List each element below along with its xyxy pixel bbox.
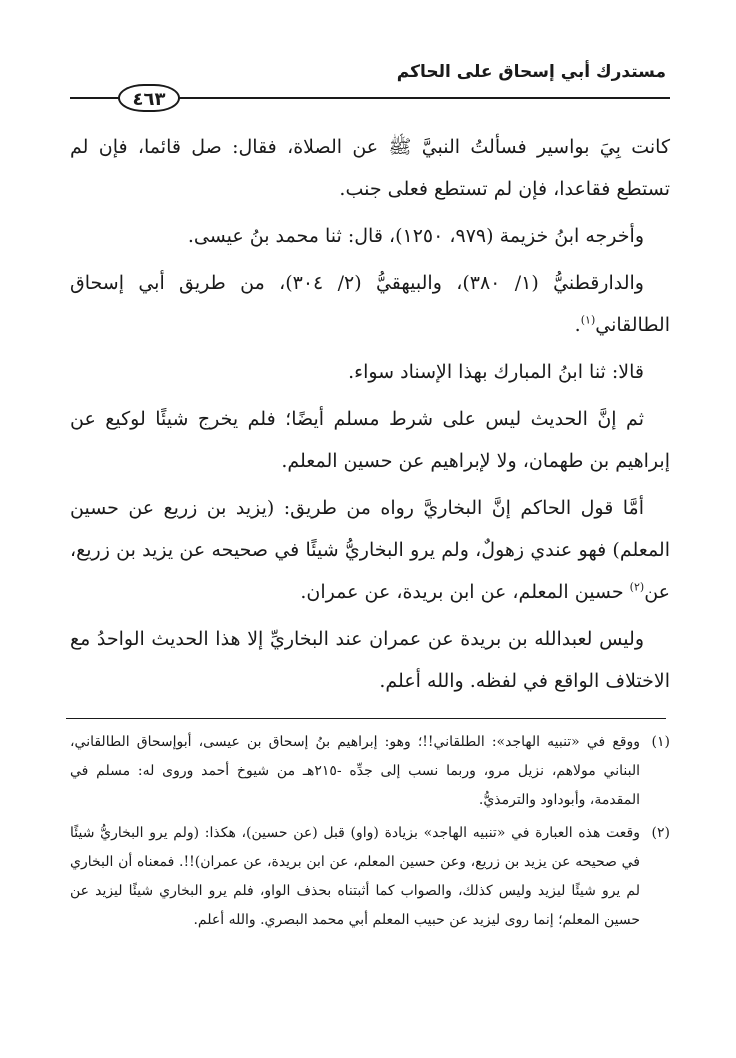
paragraph-3-text: والدارقطنيُّ (١/ ٣٨٠)، والبيهقيُّ (٢/ ٣٠٤)، من طريق أبي إسحاق الطالقاني (70, 272, 670, 336)
footnote-2-mark: (٢) (651, 825, 670, 841)
paragraph-3-end: . (574, 314, 581, 336)
paragraph-5: ثم إنَّ الحديث ليس على شرط مسلم أيضًا؛ فلم يخرج شيئًا لوكيع عن إبراهيم بن طهمان، ولا لإبراهيم عن حسين المعلم. (70, 408, 670, 472)
footnote-rule (66, 718, 666, 719)
footnotes (70, 728, 670, 939)
paragraph-3 (70, 262, 670, 346)
paragraph-7: وليس لعبدالله بن بريدة عن عمران عند البخاريِّ إلا هذا الحديث الواحدُ مع الاختلاف الواقع في لفظه. والله أعلم. (70, 628, 670, 692)
paragraph-4: قالا: ثنا ابنُ المبارك بهذا الإسناد سواء. (348, 361, 644, 383)
footnote-1-text: ووقع في «تنبيه الهاجد»: الطلقاني!!؛ وهو: إبراهيم بنُ إسحاق بن عيسى، أبوإسحاق الطالقاني، البناني مولاهم، نزيل مرو، وربما نسب إلى جدِّه -٢١٥هـ من شيوخ أحمد وروى له: مسلم في المقدمة، وأبوداود والترمذيُّ. (70, 734, 640, 808)
footnote-ref-2[interactable]: (٢) (629, 580, 645, 594)
main-text (70, 126, 670, 707)
footnote-2-text: وقعت هذه العبارة في «تنبيه الهاجد» بزيادة (واو) قبل (عن حسين)، هكذا: (ولم يرو البخاريُّ شيئًا في صحيحه عن يزيد بن زريع، وعن حسين المعلم، عن ابن بريدة، عن عمران)!!. فمعناه أن البخاري لم يرو شيئًا ليزيد وليس كذلك، والصواب كما أثبتناه بحذف الواو، فلم يرو البخاري شيئًا ليزيد عن حسين المعلم؛ إنما روى ليزيد عن حبيب المعلم أبي محمد البصري. والله أعلم. (70, 825, 640, 928)
running-title: مستدرك أبي إسحاق على الحاكم (396, 62, 666, 82)
footnote-1-mark: (١) (651, 734, 670, 750)
page-number: ٤٦٣ (118, 84, 180, 112)
paragraph-6-part-a: أمَّا قول الحاكم إنَّ البخاريَّ رواه من طريق: (يزيد بن زريع عن حسين المعلم) فهو عندي زهولٌ، ولم يرو البخاريُّ شيئًا في صحيحه عن يزيد بن زريع، عن (70, 497, 670, 603)
footnote-ref-1[interactable]: (١) (580, 313, 596, 327)
paragraph-2: وأخرجه ابنُ خزيمة (٩٧٩، ١٢٥٠)، قال: ثنا محمد بنُ عيسى. (187, 225, 644, 247)
paragraph-6-part-b: حسين المعلم، عن ابن بريدة، عن عمران. (300, 581, 630, 603)
footnote-1 (70, 728, 670, 815)
footnote-2 (70, 819, 670, 935)
paragraph-6 (70, 487, 670, 613)
paragraph-1: كانت بِيَ بواسير فسألتُ النبيَّ ﷺ عن الصلاة، فقال: صل قائما، فإن لم تستطع فقاعدا، فإن لم تستطع فعلى جنب. (70, 136, 670, 200)
